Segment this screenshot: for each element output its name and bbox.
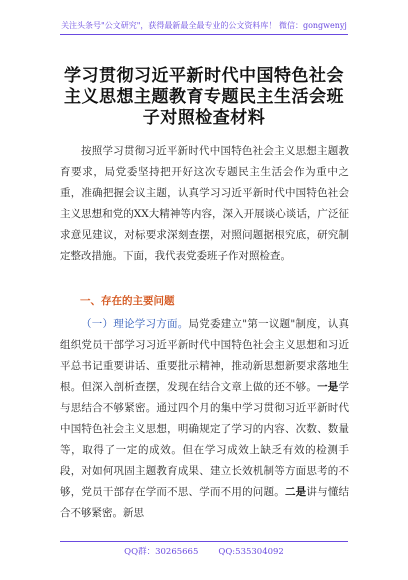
footer-qq: QQ:535304092 bbox=[218, 547, 284, 557]
point-one-title: 学与思结合不够紧密 bbox=[60, 381, 350, 414]
point-two-label: 二是 bbox=[284, 486, 307, 498]
footer bbox=[0, 547, 408, 558]
paragraph-text-c: 。新思 bbox=[112, 507, 144, 519]
header-divider bbox=[60, 34, 348, 35]
section-heading: 一、存在的主要问题 bbox=[80, 295, 175, 307]
footer-divider bbox=[60, 541, 348, 542]
intro-paragraph: 按照学习贯彻习近平新时代中国特色社会主义思想主题教育要求，局党委坚持把开好这次专题民主生活会作为重中之重，准确把握会议主题，认真学习习近平新时代中国特色社会主义思想和党的XX大精神等内容，深入开展谈心谈话，广泛征求意见建议，对标要求深刻查摆，对照问题据根究底，研究制定整改措施。下面，我代表党委班子作对照检查。 bbox=[60, 145, 349, 262]
paragraph-text-b: 。通过四个月的集中学习贯彻习近平新时代中国特色社会主义思想，明确规定了学习的内容、次数、数量等，取得了一定的成效。但在学习成效上缺乏有效的检测手段，对如何巩固主题教育成果、建立长效机制等方面思考的不够，党员干部存在学而不思、学而不用的问题。 bbox=[60, 402, 350, 498]
point-one-label: 一是 bbox=[317, 381, 339, 393]
document-title: 学习贯彻习近平新时代中国特色社会主义思想主题教育专题民主生活会班子对照检查材料 bbox=[64, 66, 344, 128]
paragraph-text-a: 局党委建立"第一议题"制度，认真组织党员干部学习习近平新时代中国特色社会主义思想和习近平总书记重要讲话、重要批示精神，推动新思想新要求落地生根。但深入剖析查摆，发现在结合文章上做的还不够。 bbox=[60, 318, 349, 393]
theory-study-paragraph bbox=[60, 314, 349, 524]
point-two-title: 讲与懂结合不够紧密 bbox=[60, 486, 350, 519]
footer-qq-group: QQ群：30265665 bbox=[124, 547, 199, 557]
subsection-heading: （一）理论学习方面。 bbox=[81, 318, 189, 330]
header-banner: 关注头条号"公文研究"，获得最新最全最专业的公文资料库！ 微信：gongwenyj bbox=[61, 21, 347, 30]
